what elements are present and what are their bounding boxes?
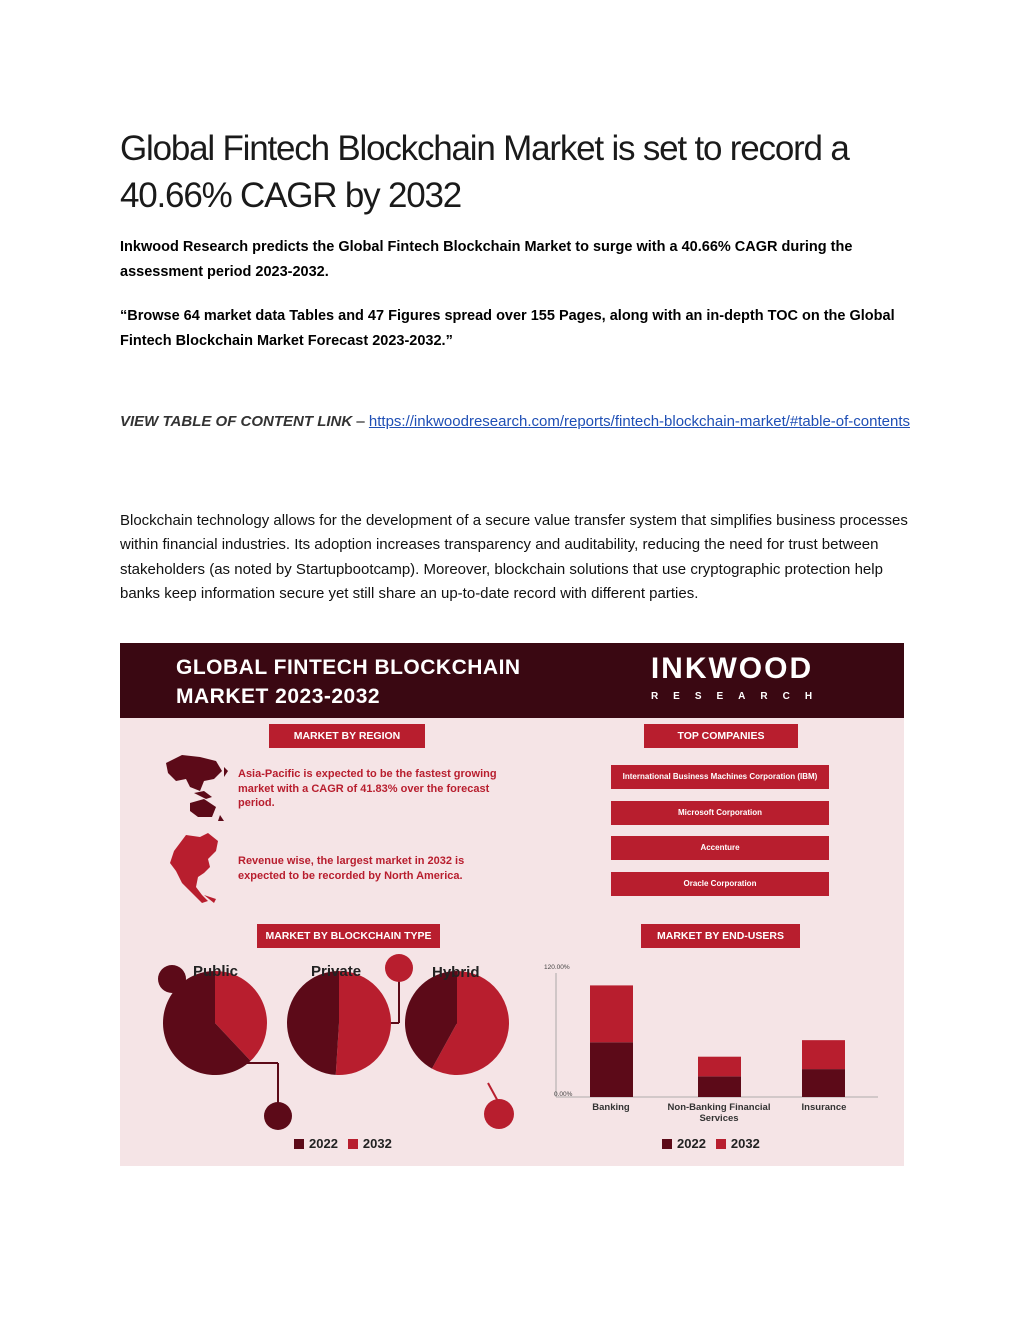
bar-legend-label-2032: 2032 — [730, 1136, 760, 1151]
bar-category-non-banking: Non-Banking Financial Services — [667, 1102, 771, 1124]
company-item-microsoft: Microsoft Corporation — [611, 801, 829, 825]
tag-top-companies: TOP COMPANIES — [644, 724, 798, 748]
tag-market-by-region: MARKET BY REGION — [269, 724, 425, 748]
bar-non-banking-financial-services-2032 — [698, 1057, 741, 1077]
lead-paragraph: Inkwood Research predicts the Global Fintech Blockchain Market to surge with a 40.66% CAGR during the assessment period 2023-2032. — [120, 239, 853, 280]
y-tick-top: 120.00% — [544, 964, 570, 971]
browse-paragraph: “Browse 64 market data Tables and 47 Figures spread over 155 Pages, along with an in-depth TOC on the Global Fintech Blockchain Market Forecast 2023-2032.” — [120, 308, 895, 349]
toc-label: VIEW TABLE OF CONTENT LINK — [120, 413, 353, 430]
bar-legend — [662, 1136, 760, 1151]
toc-dash: – — [352, 413, 369, 430]
bar-banking-2032 — [590, 985, 633, 1042]
bar-insurance-2032 — [802, 1040, 845, 1069]
region-note-asia-pacific: Asia-Pacific is expected to be the fastest growing market with a CAGR of 41.83% over the forecast period. — [238, 768, 497, 809]
tag-market-by-end-users: MARKET BY END-USERS — [641, 924, 800, 948]
company-item-ibm: International Business Machines Corporation (IBM) — [611, 765, 829, 789]
pie-label-public: Public — [193, 963, 239, 980]
infographic-title: GLOBAL FINTECH BLOCKCHAIN MARKET 2023-2032 — [176, 656, 521, 708]
toc-line — [120, 409, 920, 434]
bar-insurance-2022 — [802, 1069, 845, 1097]
pie-label-hybrid: Hybrid — [432, 964, 480, 981]
bar-legend-swatch-2032 — [716, 1139, 726, 1149]
legend-label-2022: 2022 — [309, 1136, 338, 1151]
brand-logo: INKWOOD — [650, 652, 814, 685]
toc-link[interactable]: https://inkwoodresearch.com/reports/fintech-blockchain-market/#table-of-contents — [368, 413, 910, 430]
bar-non-banking-financial-services-2022 — [698, 1076, 741, 1097]
region-note-north-america: Revenue wise, the largest market in 2032 is expected to be recorded by North America. — [238, 855, 465, 882]
legend-label-2032: 2032 — [362, 1136, 392, 1151]
y-tick-bottom: 0.00% — [554, 1091, 573, 1098]
bar-category-banking: Banking — [592, 1102, 630, 1113]
body-paragraph: Blockchain technology allows for the development of a secure value transfer system that simplifies business processes within financial industries. Its adoption increases transparency and auditability, reducing the need for trust between stakeholders (as noted by Startupbootcamp). Moreover, blockchain solutions that use cryptographic protection help banks keep information secure yet still share an up-to-date record with different parties. — [120, 512, 908, 603]
bar-legend-label-2022: 2022 — [677, 1136, 706, 1151]
infographic — [120, 643, 904, 1166]
page-title: Global Fintech Blockchain Market is set to record a 40.66% CAGR by 2032 — [120, 129, 849, 215]
pie-label-private: Private — [311, 963, 362, 980]
bar-legend-swatch-2022 — [662, 1139, 672, 1149]
tag-market-by-blockchain-type: MARKET BY BLOCKCHAIN TYPE — [257, 924, 440, 948]
bar-category-insurance: Insurance — [801, 1102, 847, 1113]
end-users-bar-chart — [120, 643, 904, 1166]
brand-logo-sub: RESEARCH — [650, 691, 828, 702]
company-item-oracle: Oracle Corporation — [611, 872, 829, 896]
bar-banking-2022 — [590, 1042, 633, 1097]
company-item-accenture: Accenture — [611, 836, 829, 860]
